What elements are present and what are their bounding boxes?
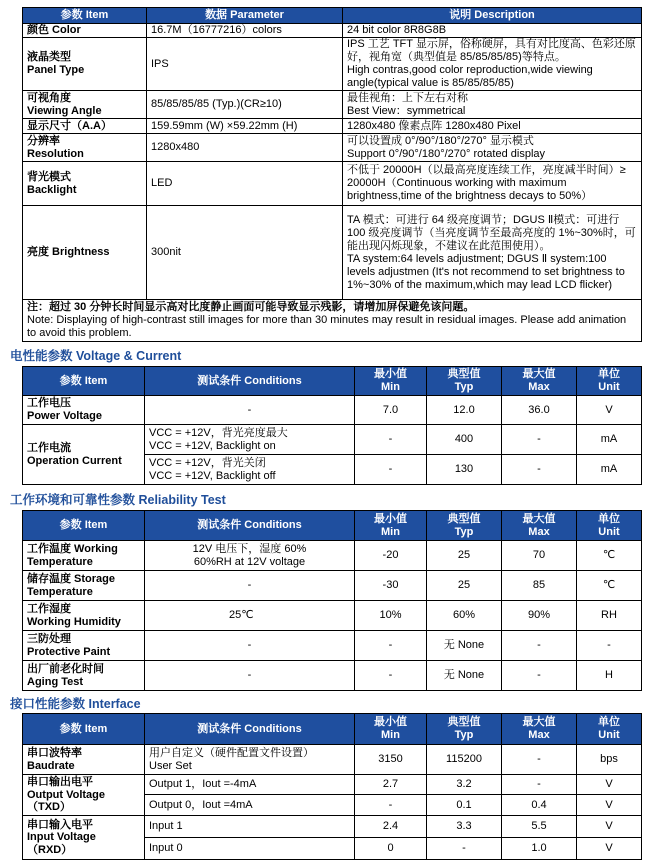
cell-text-line: Max — [528, 729, 550, 741]
table-row — [23, 134, 642, 162]
table-cell: 参数 Item — [23, 367, 145, 396]
table-cell: 测试条件 Conditions — [145, 367, 355, 396]
cell-text-line: Unit — [598, 525, 620, 538]
table-cell: 显示尺寸（A.A） — [23, 119, 147, 134]
table-row — [23, 425, 642, 455]
cell-text-line: Operation Current — [27, 454, 122, 467]
table-cell — [427, 714, 502, 745]
cell-text-line: Max — [528, 381, 550, 393]
table-cell: bps — [577, 745, 642, 775]
cell-text-line: 最大值 — [522, 716, 556, 728]
table-cell: 1280x480 — [147, 134, 343, 162]
table-cell: 无 None — [427, 661, 502, 691]
cell-text-line: Min — [381, 729, 400, 741]
cell-text-line: 工作电流 — [27, 441, 71, 454]
table-cell: 1280x480 像素点阵 1280x480 Pixel — [343, 119, 642, 134]
table-cell: 400 — [427, 425, 502, 455]
cell-text-line: Output Voltage — [27, 788, 106, 801]
table-cell: 参数 Item — [23, 714, 145, 745]
table-cell: Input 0 — [145, 838, 355, 860]
cell-text-line: 最大值 — [522, 512, 556, 525]
table-cell: Input 1 — [145, 816, 355, 838]
note-zh: 注：超过 30 分钟长时间显示高对比度静止画面可能导致显示残影，请增加屏保避免该问题。 — [27, 301, 475, 313]
table-cell: 90% — [502, 601, 577, 631]
table-cell: 115200 — [427, 745, 502, 775]
table-cell: - — [502, 425, 577, 455]
cell-text-line: 最大值 — [522, 368, 556, 380]
display-table — [22, 7, 642, 342]
cell-text-line: Typ — [454, 729, 474, 741]
section-title-reliability: 工作环境和可靠性参数 Reliability Test — [10, 493, 226, 507]
cell-text-line: 最小值 — [374, 512, 407, 525]
table-cell: V — [577, 396, 642, 425]
table-cell — [23, 38, 147, 91]
table-cell — [343, 91, 642, 119]
cell-text-line: 出厂前老化时间 — [27, 662, 104, 675]
table-cell: - — [502, 661, 577, 691]
table-cell: IPS — [147, 38, 343, 91]
table-cell: LED — [147, 162, 343, 206]
table-cell: 16.7M（16777216）colors — [147, 24, 343, 38]
cell-text-line: VCC = +12V，背光亮度最大 — [149, 426, 288, 439]
voltage-table — [22, 366, 642, 485]
table-cell — [23, 775, 145, 816]
cell-text-line: 三防处理 — [27, 632, 71, 645]
cell-text-line: 最佳视角：上下左右对称 — [347, 91, 468, 104]
table-cell — [427, 367, 502, 396]
table-cell — [23, 571, 145, 601]
table-cell: - — [355, 425, 427, 455]
table-cell: 24 bit color 8R8G8B — [343, 24, 642, 38]
table-cell: 颜色 Color — [23, 24, 147, 38]
cell-text-line: TA system:64 levels adjustment; DGUS Ⅱ system:100 levels adjustmen (It's not recommend to set brightness to 1%~30% of the maximum,which may lead LCD flicker) — [347, 252, 625, 291]
note-row — [23, 300, 642, 342]
table-cell — [23, 816, 145, 860]
cell-text-line: Unit — [598, 729, 620, 741]
cell-text-line: 工作温度 Working — [27, 542, 118, 555]
table-cell: 0.1 — [427, 795, 502, 816]
table-cell — [577, 367, 642, 396]
table-cell: -20 — [355, 541, 427, 571]
table-cell: V — [577, 816, 642, 838]
cell-text-line: Unit — [598, 381, 620, 393]
section-title-interface: 接口性能参数 Interface — [10, 697, 141, 711]
cell-text-line: 典型值 — [447, 512, 481, 525]
table-row — [23, 601, 642, 631]
table-cell: ℃ — [577, 541, 642, 571]
table-row — [23, 24, 642, 38]
cell-text-line: 最小值 — [374, 716, 407, 728]
table-cell: mA — [577, 455, 642, 485]
cell-text-line: 可视角度 — [27, 91, 71, 104]
table-row — [23, 571, 642, 601]
table-cell: 3150 — [355, 745, 427, 775]
cell-text-line: Max — [528, 525, 550, 538]
table-cell: 25 — [427, 541, 502, 571]
table-cell: RH — [577, 601, 642, 631]
table-cell: 300nit — [147, 206, 343, 300]
table-cell — [145, 541, 355, 571]
cell-text-line: （RXD） — [27, 843, 73, 856]
cell-text-line: Temperature — [27, 555, 93, 568]
header-description: 说明 Description — [343, 8, 642, 24]
table-cell — [355, 714, 427, 745]
cell-text-line: VCC = +12V, Backlight off — [149, 469, 276, 482]
cell-text-line: Input Voltage — [27, 831, 96, 844]
table-cell — [23, 396, 145, 425]
cell-text-line: 串口输出电平 — [27, 776, 93, 789]
table-cell: - — [355, 661, 427, 691]
table-row — [23, 745, 642, 775]
table-row — [23, 162, 642, 206]
header-item: 参数 Item — [23, 8, 147, 24]
cell-text-line: Baudrate — [27, 759, 75, 772]
cell-text-line: 12V 电压下，湿度 60% — [192, 542, 307, 555]
table-cell: V — [577, 838, 642, 860]
table-cell — [23, 541, 145, 571]
cell-text-line: 典型值 — [447, 716, 481, 728]
table-cell — [343, 134, 642, 162]
table-cell — [23, 661, 145, 691]
table-cell — [23, 162, 147, 206]
cell-text-line: Min — [381, 525, 400, 538]
table-cell: 12.0 — [427, 396, 502, 425]
cell-text-line: （TXD） — [27, 801, 71, 814]
table-cell — [577, 511, 642, 541]
table-cell — [23, 134, 147, 162]
cell-text-line: VCC = +12V, Backlight on — [149, 439, 276, 452]
table-cell — [502, 714, 577, 745]
table-cell — [23, 425, 145, 485]
table-cell: 36.0 — [502, 396, 577, 425]
cell-text-line: TA 模式：可进行 64 级亮度调节；DGUS Ⅱ模式：可进行 100 级亮度调节（当亮度调节至最高亮度的 1%~30%时，可能出现闪烁现象，不建议在此范围使用）。 — [347, 213, 636, 252]
cell-text-line: 串口输入电平 — [27, 818, 93, 831]
table-cell: 5.5 — [502, 816, 577, 838]
table-row — [23, 816, 642, 838]
cell-text-line: Typ — [454, 381, 474, 393]
table-row — [23, 775, 642, 795]
table-cell: - — [145, 571, 355, 601]
table-cell: - — [502, 775, 577, 795]
cell-text-line: IPS 工艺 TFT 显示屏，俗称硬屏，具有对比度高、色彩还原好，视角宽（典型值是 85/85/85/85)等特点。 — [347, 38, 636, 63]
cell-text-line: 分辨率 — [27, 134, 60, 147]
table-cell: - — [427, 838, 502, 860]
cell-text-line: 液晶类型 — [27, 51, 71, 63]
cell-text-line: 工作电压 — [27, 397, 71, 409]
cell-text-line: 60%RH at 12V voltage — [193, 555, 306, 568]
table-cell: - — [502, 631, 577, 661]
cell-text-line: 工作湿度 — [27, 602, 71, 615]
table-cell: H — [577, 661, 642, 691]
cell-text-line: Support 0°/90°/180°/270° rotated display — [347, 147, 546, 160]
table-cell: 70 — [502, 541, 577, 571]
cell-text-line: High contras,good color reproduction,wide viewing angle(typical value is 85/85/85/85) — [347, 64, 593, 89]
table-cell: - — [145, 396, 355, 425]
table-cell — [23, 91, 147, 119]
table-cell: 85 — [502, 571, 577, 601]
cell-text-line: 典型值 — [447, 368, 481, 380]
cell-text-line: 单位 — [598, 512, 620, 525]
section-title-voltage: 电性能参数 Voltage & Current — [10, 349, 182, 363]
table-cell: V — [577, 795, 642, 816]
note-en: Note: Displaying of high-contrast still images for more than 30 minutes may result in residual images. Please add animation to avoid this problem. — [27, 314, 627, 339]
table-cell — [145, 425, 355, 455]
table-cell: V — [577, 775, 642, 795]
table-cell: 2.7 — [355, 775, 427, 795]
cell-text-line: Power Voltage — [27, 410, 102, 422]
cell-text-line: Resolution — [27, 147, 84, 160]
table-row — [23, 396, 642, 425]
table-row — [23, 91, 642, 119]
table-cell — [145, 455, 355, 485]
table-cell — [355, 511, 427, 541]
table-cell: 测试条件 Conditions — [145, 511, 355, 541]
cell-text-line: Min — [381, 381, 400, 393]
table-cell — [145, 745, 355, 775]
table-cell: Output 0，Iout =4mA — [145, 795, 355, 816]
table-cell: - — [355, 631, 427, 661]
cell-text-line: 用户自定义（硬件配置文件设置） — [149, 746, 314, 759]
cell-text-line: 最小值 — [374, 368, 407, 380]
table-cell: 130 — [427, 455, 502, 485]
table-cell: - — [355, 795, 427, 816]
cell-text-line: 背光模式 — [27, 170, 71, 183]
table-cell — [343, 38, 642, 91]
table-cell: ℃ — [577, 571, 642, 601]
table-cell — [23, 745, 145, 775]
table-row — [23, 206, 642, 300]
table-cell: 参数 Item — [23, 511, 145, 541]
cell-text-line: 可以设置成 0°/90°/180°/270° 显示模式 — [347, 134, 534, 147]
interface-table — [22, 713, 642, 860]
table-cell: - — [145, 661, 355, 691]
table-cell: 60% — [427, 601, 502, 631]
cell-text-line: 储存温度 Storage — [27, 572, 116, 585]
cell-text-line: Viewing Angle — [27, 104, 102, 117]
table-row — [23, 541, 642, 571]
table-cell: 25℃ — [145, 601, 355, 631]
table-cell — [427, 511, 502, 541]
reliability-table — [22, 510, 642, 691]
table-cell: Output 1，Iout =-4mA — [145, 775, 355, 795]
table-cell — [355, 367, 427, 396]
cell-text-line: VCC = +12V，背光关闭 — [149, 456, 266, 469]
table-cell — [23, 631, 145, 661]
table-cell: 亮度 Brightness — [23, 206, 147, 300]
table-cell: 85/85/85/85 (Typ.)(CR≥10) — [147, 91, 343, 119]
cell-text-line: Working Humidity — [27, 615, 121, 628]
table-cell: 不低于 20000H（以最高亮度连续工作，亮度减半时间）≥ 20000H（Continuous working with maximum brightness,time of the brightness decays to 50%） — [343, 162, 642, 206]
table-cell: 0.4 — [502, 795, 577, 816]
table-cell: - — [577, 631, 642, 661]
cell-text-line: Temperature — [27, 585, 93, 598]
table-cell: - — [355, 455, 427, 485]
table-cell: 3.3 — [427, 816, 502, 838]
table-cell: 无 None — [427, 631, 502, 661]
table-cell — [23, 300, 642, 342]
table-cell: 1.0 — [502, 838, 577, 860]
table-cell: - — [502, 745, 577, 775]
cell-text-line: Typ — [454, 525, 474, 538]
table-cell: 0 — [355, 838, 427, 860]
cell-text-line: User Set — [149, 759, 192, 772]
cell-text-line: Protective Paint — [27, 645, 111, 658]
header-parameter: 数据 Parameter — [147, 8, 343, 24]
table-cell: -30 — [355, 571, 427, 601]
table-cell: mA — [577, 425, 642, 455]
table-cell: 159.59mm (W) ×59.22mm (H) — [147, 119, 343, 134]
table-cell — [502, 367, 577, 396]
table-cell: 25 — [427, 571, 502, 601]
table-cell — [577, 714, 642, 745]
cell-text-line: 串口波特率 — [27, 746, 82, 759]
table-cell: - — [145, 631, 355, 661]
table-cell: 7.0 — [355, 396, 427, 425]
table-cell: 测试条件 Conditions — [145, 714, 355, 745]
table-cell: - — [502, 455, 577, 485]
cell-text-line: Panel Type — [27, 64, 85, 76]
cell-text-line: Aging Test — [27, 675, 84, 688]
table-cell — [343, 206, 642, 300]
cell-text-line: 单位 — [598, 716, 620, 728]
table-cell — [502, 511, 577, 541]
cell-text-line: Best View：symmetrical — [347, 104, 466, 117]
table-cell — [23, 601, 145, 631]
table-row — [23, 631, 642, 661]
table-cell: 3.2 — [427, 775, 502, 795]
table-cell: 2.4 — [355, 816, 427, 838]
cell-text-line: 单位 — [598, 368, 620, 380]
table-row — [23, 38, 642, 91]
table-row — [23, 119, 642, 134]
cell-text-line: Backlight — [27, 183, 77, 196]
table-row — [23, 661, 642, 691]
table-cell: 10% — [355, 601, 427, 631]
